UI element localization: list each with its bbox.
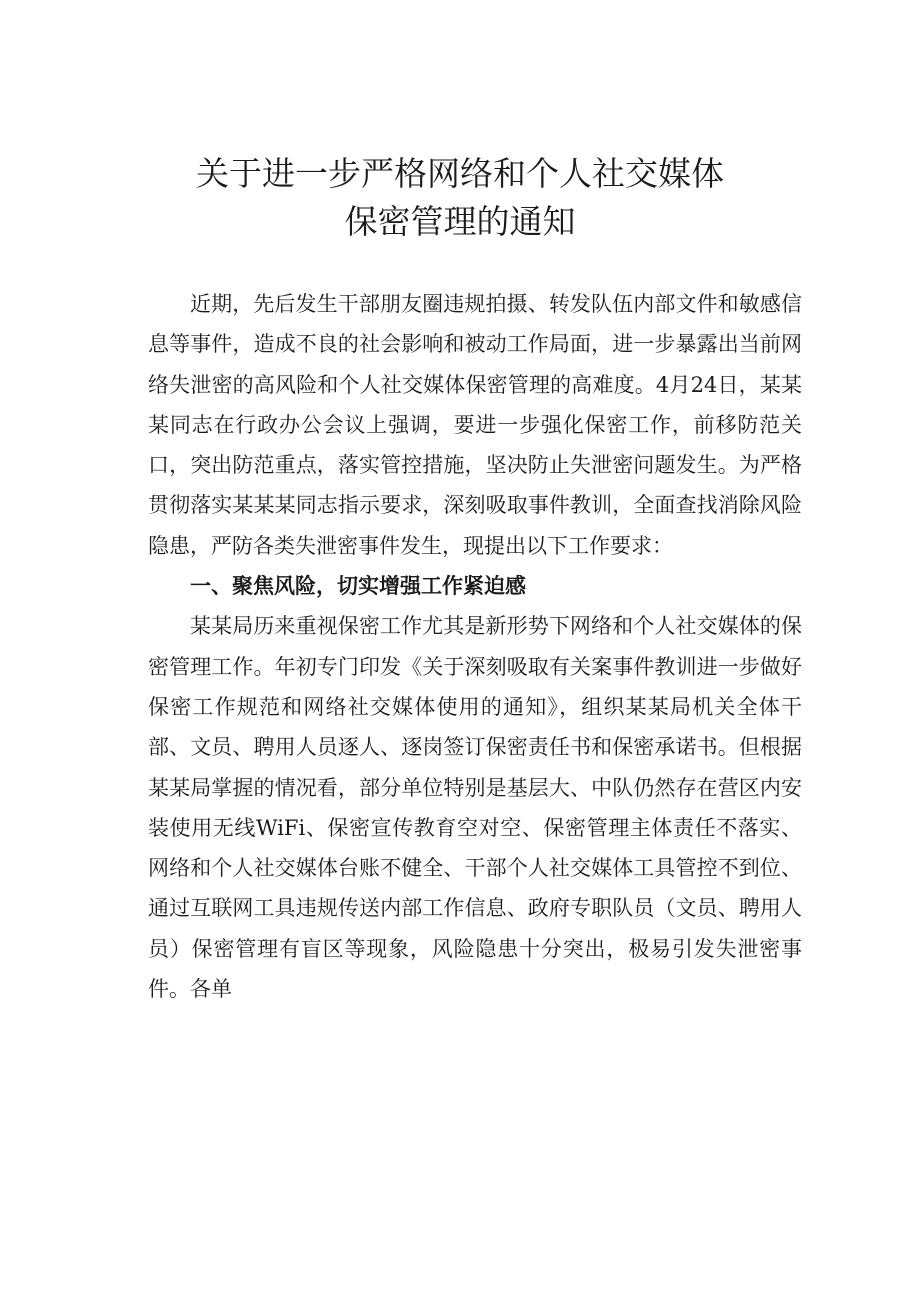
document-body <box>148 284 802 1009</box>
section-heading-1: 一、聚焦风险，切实增强工作紧迫感 <box>190 574 526 599</box>
document-title-line-1: 关于进一步严格网络和个人社交媒体 <box>196 154 724 193</box>
section-1-paragraph: 某某局历来重视保密工作尤其是新形势下网络和个人社交媒体的保密管理工作。年初专门印发《关于深刻吸取有关案事件教训进一步做好保密工作规范和网络社交媒体使用的通知》，组织某某局机关全体干部、文员、聘用人员逐人、逐岗签订保密责任书和保密承诺书。但根据某某局掌握的情况看，部分单位特别是基层大、中队仍然存在营区内安装使用无线WiFi、保密宣传教育空对空、保密管理主体责任不落实、网络和个人社交媒体台账不健全、干部个人社交媒体工具管控不到位、通过互联网工具违规传送内部工作信息、政府专职队员（文员、聘用人员）保密管理有盲区等现象，风险隐患十分突出，极易引发失泄密事件。各单 <box>148 614 802 1002</box>
intro-paragraph: 近期，先后发生干部朋友圈违规拍摄、转发队伍内部文件和敏感信息等事件，造成不良的社会影响和被动工作局面，进一步暴露出当前网络失泄密的高风险和个人社交媒体保密管理的高难度。4月24日，某某某同志在行政办公会议上强调，要进一步强化保密工作，前移防范关口，突出防范重点，落实管控措施，坚决防止失泄密问题发生。为严格贯彻落实某某某同志指示要求，深刻吸取事件教训，全面查找消除风险隐患，严防各类失泄密事件发生，现提出以下工作要求： <box>148 292 802 558</box>
document-title-line-2: 保密管理的通知 <box>344 202 576 241</box>
